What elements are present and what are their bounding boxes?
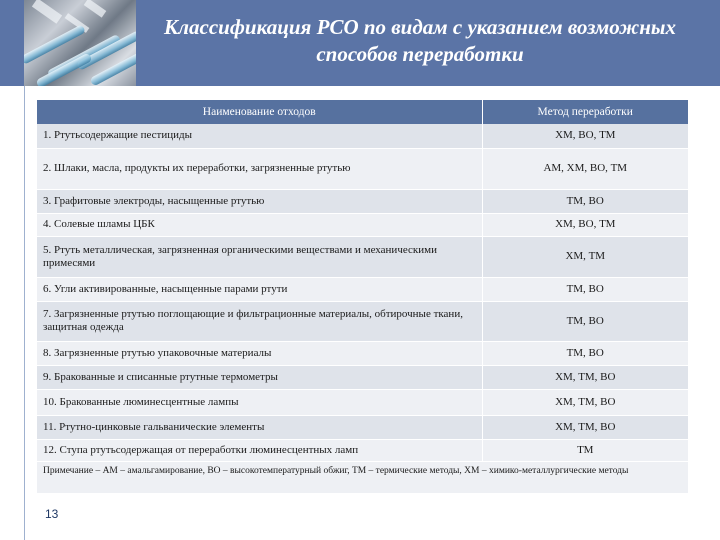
method-cell: ХМ, ТМ, ВО bbox=[482, 415, 688, 439]
table-row bbox=[37, 213, 688, 236]
table-row bbox=[37, 189, 688, 213]
waste-name-cell: 1. Ртутьсодержащие пестициды bbox=[37, 124, 482, 148]
table-row bbox=[37, 124, 688, 148]
method-cell: АМ, ХМ, ВО, ТМ bbox=[482, 148, 688, 189]
waste-name-cell: 8. Загрязненные ртутью упаковочные материалы bbox=[37, 341, 482, 365]
table-row bbox=[37, 415, 688, 439]
waste-name-cell: 4. Солевые шламы ЦБК bbox=[37, 213, 482, 236]
method-cell: ХМ, ТМ bbox=[482, 236, 688, 277]
method-cell: ТМ, ВО bbox=[482, 301, 688, 341]
column-header-method: Метод переработки bbox=[482, 100, 688, 124]
method-cell: ТМ, ВО bbox=[482, 341, 688, 365]
method-cell: ТМ, ВО bbox=[482, 189, 688, 213]
waste-name-cell: 6. Угли активированные, насыщенные парами ртути bbox=[37, 277, 482, 301]
page-number: 13 bbox=[45, 507, 59, 521]
table-row bbox=[37, 365, 688, 389]
table-row bbox=[37, 277, 688, 301]
method-cell: ХМ, ВО, ТМ bbox=[482, 213, 688, 236]
waste-name-cell: 12. Ступа ртутьсодержащая от переработки люминесцентных ламп bbox=[37, 439, 482, 461]
waste-name-cell: 10. Бракованные люминесцентные лампы bbox=[37, 389, 482, 415]
method-cell: ТМ, ВО bbox=[482, 277, 688, 301]
table-row bbox=[37, 439, 688, 461]
table-note: Примечание – АМ – амальгамирование, ВО – высокотемпературный обжиг, ТМ – термические методы, ХМ – химико-металлургические методы bbox=[37, 461, 688, 493]
waste-name-cell: 7. Загрязненные ртутью поглощающие и фильтрационные материалы, обтирочные ткани, защитная одежда bbox=[37, 301, 482, 341]
waste-name-cell: 5. Ртуть металлическая, загрязненная органическими веществами и механическими примесями bbox=[37, 236, 482, 277]
table-row bbox=[37, 148, 688, 189]
method-cell: ХМ, ТМ, ВО bbox=[482, 365, 688, 389]
table-row bbox=[37, 301, 688, 341]
method-cell: ХМ, ТМ, ВО bbox=[482, 389, 688, 415]
table-header-row bbox=[37, 100, 688, 124]
method-cell: ХМ, ВО, ТМ bbox=[482, 124, 688, 148]
method-cell: ТМ bbox=[482, 439, 688, 461]
column-header-waste-name: Наименование отходов bbox=[37, 100, 482, 124]
waste-name-cell: 11. Ртутно-цинковые гальванические элементы bbox=[37, 415, 482, 439]
page-title: Классификация РСО по видам с указанием возможных способов переработки bbox=[164, 15, 676, 66]
table-row bbox=[37, 341, 688, 365]
table-row bbox=[37, 389, 688, 415]
waste-classification-table bbox=[37, 100, 688, 494]
table-row bbox=[37, 236, 688, 277]
table-note-row bbox=[37, 461, 688, 493]
header-photo-image bbox=[24, 0, 136, 86]
waste-name-cell: 3. Графитовые электроды, насыщенные ртутью bbox=[37, 189, 482, 213]
waste-name-cell: 2. Шлаки, масла, продукты их переработки, загрязненные ртутью bbox=[37, 148, 482, 189]
waste-table-container bbox=[37, 100, 688, 494]
decorative-rail bbox=[24, 86, 25, 540]
waste-name-cell: 9. Бракованные и списанные ртутные термометры bbox=[37, 365, 482, 389]
